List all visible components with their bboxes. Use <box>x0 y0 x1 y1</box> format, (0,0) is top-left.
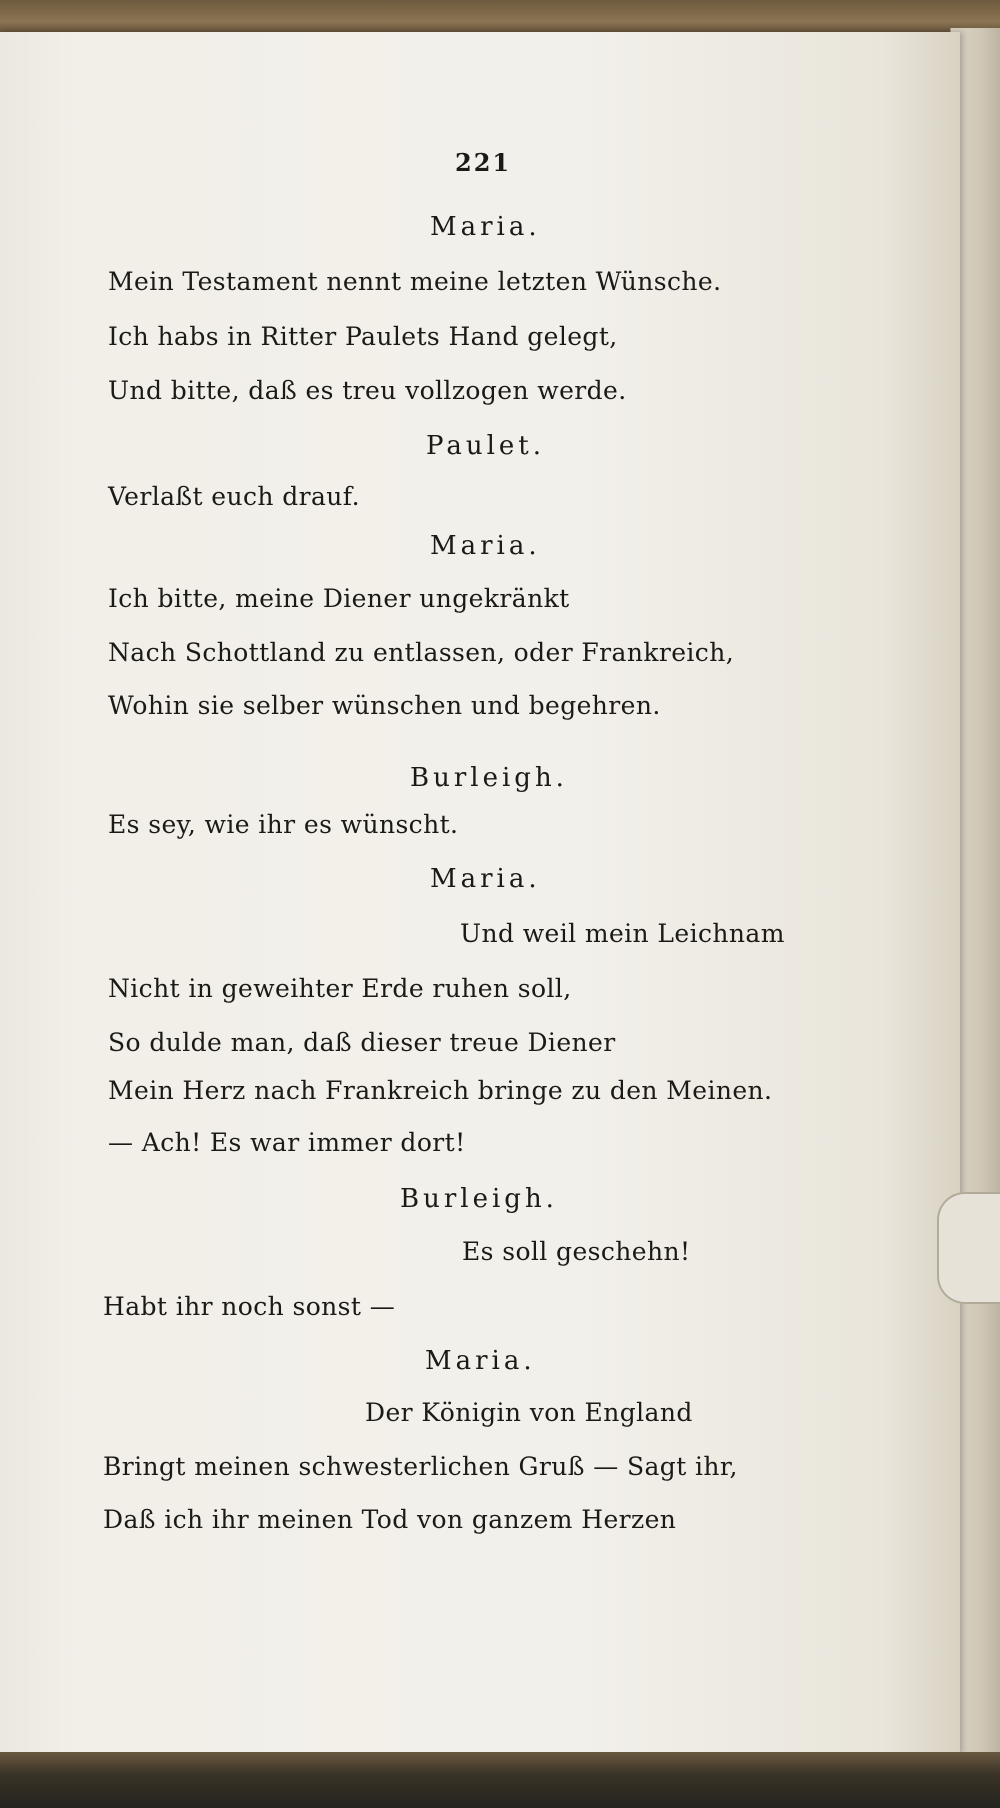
book-cover-top-edge <box>0 0 1000 36</box>
verse-line: Nach Schottland zu entlassen, oder Frankreich, <box>108 638 735 667</box>
verse-line: Bringt meinen schwesterlichen Gruß — Sagt ihr, <box>103 1452 738 1481</box>
speaker-maria: Maria. <box>430 864 541 894</box>
verse-line: Mein Herz nach Frankreich bringe zu den Meinen. <box>108 1076 773 1105</box>
verse-line: Es soll geschehn! <box>462 1237 691 1266</box>
verse-line: Habt ihr noch sonst — <box>103 1292 396 1321</box>
speaker-burleigh: Burleigh. <box>400 1184 558 1214</box>
verse-line: Und bitte, daß es treu vollzogen werde. <box>108 376 627 405</box>
verse-line: Mein Testament nennt meine letzten Wünsche. <box>108 267 722 296</box>
speaker-paulet: Paulet. <box>426 431 545 461</box>
verse-line: — Ach! Es war immer dort! <box>108 1128 466 1157</box>
verse-line: Wohin sie selber wünschen und begehren. <box>108 691 661 720</box>
verse-line: Und weil mein Leichnam <box>460 919 785 948</box>
verse-line: Es sey, wie ihr es wünscht. <box>108 810 459 839</box>
verse-line: Der Königin von England <box>365 1398 693 1427</box>
speaker-maria: Maria. <box>430 531 541 561</box>
verse-line: Verlaßt euch drauf. <box>108 482 360 511</box>
page-number: 221 <box>455 148 512 177</box>
book-cover-bottom-edge <box>0 1752 1000 1808</box>
verse-line: Daß ich ihr meinen Tod von ganzem Herzen <box>103 1505 677 1534</box>
verse-line: Ich bitte, meine Diener ungekränkt <box>108 584 570 613</box>
verse-line: Nicht in geweihter Erde ruhen soll, <box>108 974 572 1003</box>
verse-line: Ich habs in Ritter Paulets Hand gelegt, <box>108 322 618 351</box>
speaker-maria: Maria. <box>430 212 541 242</box>
speaker-burleigh: Burleigh. <box>410 763 568 793</box>
speaker-maria: Maria. <box>425 1346 536 1376</box>
verse-line: So dulde man, daß dieser treue Diener <box>108 1028 616 1057</box>
page-tab-marker <box>937 1192 1000 1304</box>
